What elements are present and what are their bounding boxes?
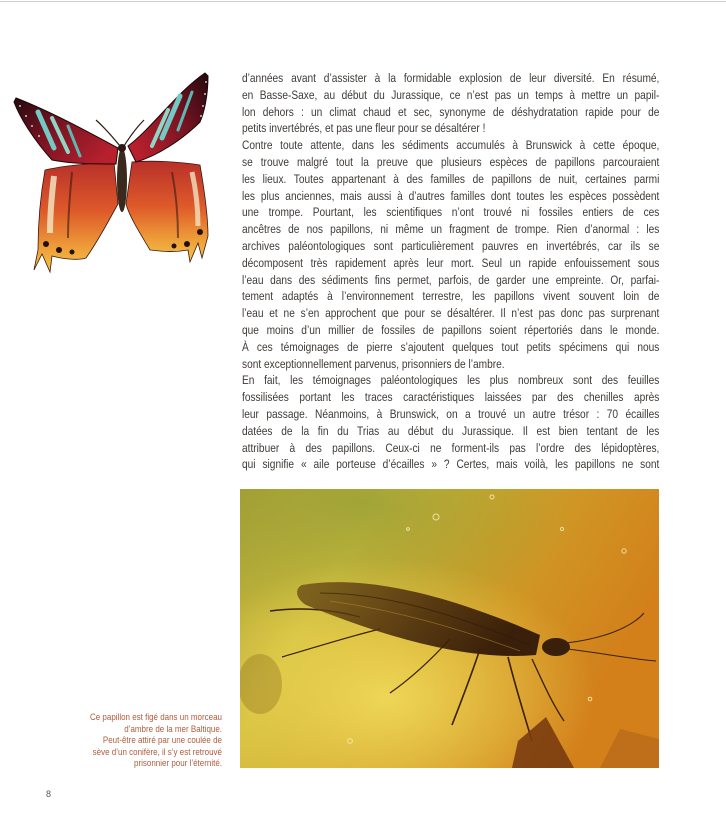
text-line: fossilisées portant les traces caractéristiques laissées par des chenilles après xyxy=(242,390,660,405)
paragraph xyxy=(242,372,659,473)
figure-caption xyxy=(50,712,222,770)
left-hindwing xyxy=(34,162,118,272)
page-number: 8 xyxy=(46,789,52,799)
right-forewing xyxy=(128,73,208,162)
text-line: ancêtres de nos papillons, ni même un fragment de trompe. Rien d’anormal : les xyxy=(242,222,660,237)
text-line: lon dehors : un climat chaud et sec, synonyme de déshydratation rapide pour de xyxy=(242,104,660,119)
left-forewing xyxy=(14,98,118,164)
text-line: les lieux. Toutes appartenant à des familles de papillons de nuit, certaines parmi xyxy=(242,171,660,186)
text-line: les plus anciennes, mais aussi à d’autres familles dont toutes les espèces possèdent xyxy=(242,188,660,203)
text-line: tement adaptés à l’environnement terrestre, les papillons vivent souvent loin de xyxy=(242,289,660,304)
body-text xyxy=(242,70,659,473)
amber-insect-photo xyxy=(240,489,659,768)
caption-line: prisonnier pour l’éternité. xyxy=(133,758,222,769)
text-line: en Basse-Saxe, au début du Jurassique, ce n’est pas un temps à mettre un papil- xyxy=(242,87,660,102)
text-line: décomposent très rapidement après leur mort. Seul un rapide enfouissement sous xyxy=(242,255,660,270)
top-rule xyxy=(0,1,726,2)
text-line: une trompe. Pourtant, les scientifiques n’ont trouvé ni fossiles entiers de ces xyxy=(242,205,660,220)
text-line: l’eau dans des sédiments fins permet, parfois, de garder une empreinte. Or, parfai- xyxy=(242,272,660,287)
text-line: qui signifie « aile porteuse d’écailles » ? Certes, mais voilà, les papillons ne sont xyxy=(242,457,660,472)
caption-line: Peut-être attiré par une coulée de xyxy=(102,735,222,746)
text-line: attribuer à des papillons. Ceux-ci ne forment-ils pas l’ordre des lépidoptères, xyxy=(242,440,660,455)
caption-line: Ce papillon est figé dans un morceau xyxy=(89,712,222,722)
paragraph xyxy=(242,137,659,372)
text-line: sont exceptionnellement parvenus, prisonniers de l’ambre. xyxy=(242,356,505,371)
text-line: En fait, les témoignages paléontologiques les plus nombreux sont des feuilles xyxy=(242,373,660,388)
text-line: leur passage. Néanmoins, à Brunswick, on a trouvé un autre trésor : 70 écailles xyxy=(242,406,660,421)
text-line: que moins d’un millier de fossiles de papillons soient répertoriés dans le monde. xyxy=(242,322,660,337)
paragraph xyxy=(242,70,659,137)
caption-line: sève d’un conifère, il s’y est retrouvé xyxy=(92,746,222,757)
butterfly-photo xyxy=(12,68,212,278)
butterfly-body xyxy=(117,148,127,212)
text-line: datées de la fin du Trias au début du Jurassique. Il est bien tentant de les xyxy=(242,423,660,438)
text-line: Contre toute attente, dans les sédiments accumulés à Brunswick à cette époque, xyxy=(242,138,660,153)
text-line: l’eau et ne s’en approchent que pour se désaltérer. Il n’est pas donc pas surprenant xyxy=(242,306,660,321)
text-line: se trouve malgré tout la preuve que plusieurs espèces de papillons parcouraient xyxy=(242,154,660,169)
text-line: petits invertébrés, et pas une fleur pour se désaltérer ! xyxy=(242,121,486,136)
text-line: d’années avant d’assister à la formidable explosion de leur diversité. En résumé, xyxy=(242,71,660,85)
text-line: À ces témoignages de pierre s’ajoutent quelques tout petits spécimens qui nous xyxy=(242,339,660,354)
caption-line: d’ambre de la mer Baltique. xyxy=(124,723,222,734)
text-line: archives paléontologiques sont particulièrement pauvres en invertébrés, car ils se xyxy=(242,238,660,253)
